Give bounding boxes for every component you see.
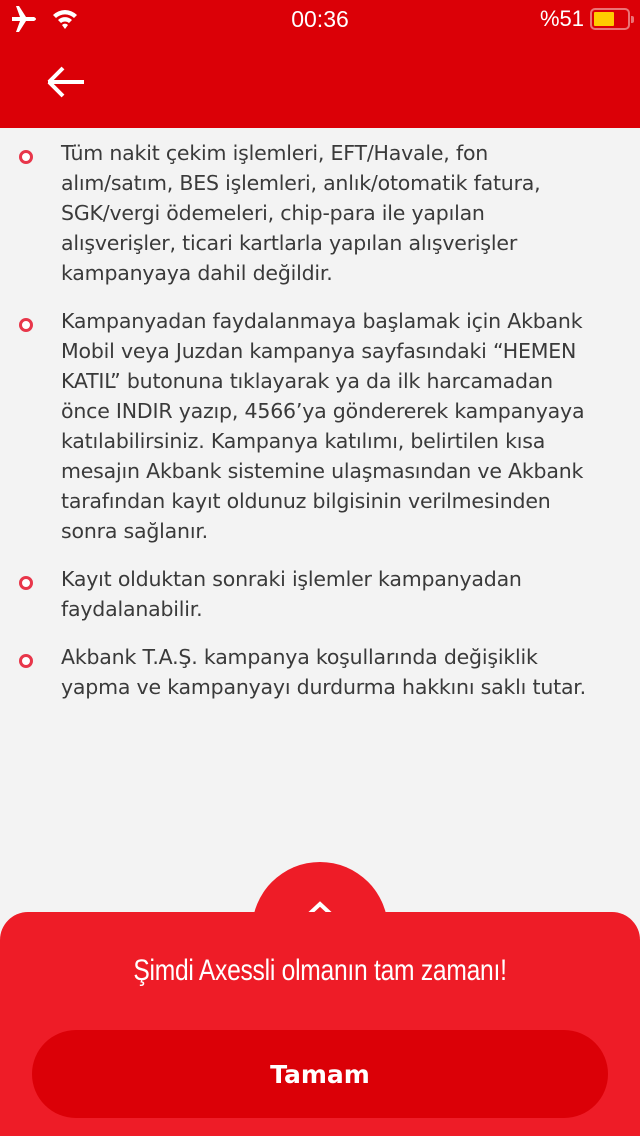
list-item-text: Kayıt olduktan sonraki işlemler kampanyadan faydalanabilir. [61, 567, 522, 621]
status-right [540, 6, 630, 32]
battery-fill [594, 12, 614, 26]
bullet-icon [19, 576, 33, 590]
bullet-icon [19, 150, 33, 164]
campaign-terms-list [0, 128, 640, 928]
status-bar [0, 0, 640, 40]
list-item [0, 564, 640, 624]
list-item-text: Akbank T.A.Ş. kampanya koşullarında değişiklik yapma ve kampanyayı durdurma hakkını saklı tutar. [61, 645, 586, 699]
list-item-text: Tüm nakit çekim işlemleri, EFT/Havale, fon alım/satım, BES işlemleri, anlık/otomatik fatura, SGK/vergi ödemeleri, chip-para ile yapılan alışverişler, ticari kartlarla yapılan alışverişler kampanyaya dahil değildir. [61, 141, 541, 285]
list-item [0, 306, 640, 546]
list-item [0, 138, 640, 288]
bullet-icon [19, 318, 33, 332]
battery-tip [631, 16, 634, 23]
status-time: 00:36 [291, 6, 349, 32]
bullet-icon [19, 654, 33, 668]
battery-icon [590, 8, 630, 30]
ok-button[interactable]: Tamam [32, 1030, 608, 1118]
arrow-left-icon [36, 60, 96, 108]
battery-percent: %51 [539, 6, 584, 31]
list-item-text: Kampanyadan faydalanmaya başlamak için Akbank Mobil veya Juzdan kampanya sayfasındaki “HEMEN KATIL” butonuna tıklayarak ya da ilk harcamadan önce INDIR yazıp, 4566’ya göndererek kampanyaya katılabilirsiniz. Kampanya katılımı, belirtilen kısa mesajın Akbank sistemine ulaşmasından ve Akbank tarafından kayıt oldunuz bilgisinin verilmesinden sonra sağlanır. [61, 309, 585, 543]
bottom-sheet-title: Şimdi Axessli olmanın tam zamanı! [133, 954, 507, 987]
back-button[interactable] [36, 60, 96, 108]
header-bar [0, 0, 640, 128]
list-item [0, 642, 640, 702]
